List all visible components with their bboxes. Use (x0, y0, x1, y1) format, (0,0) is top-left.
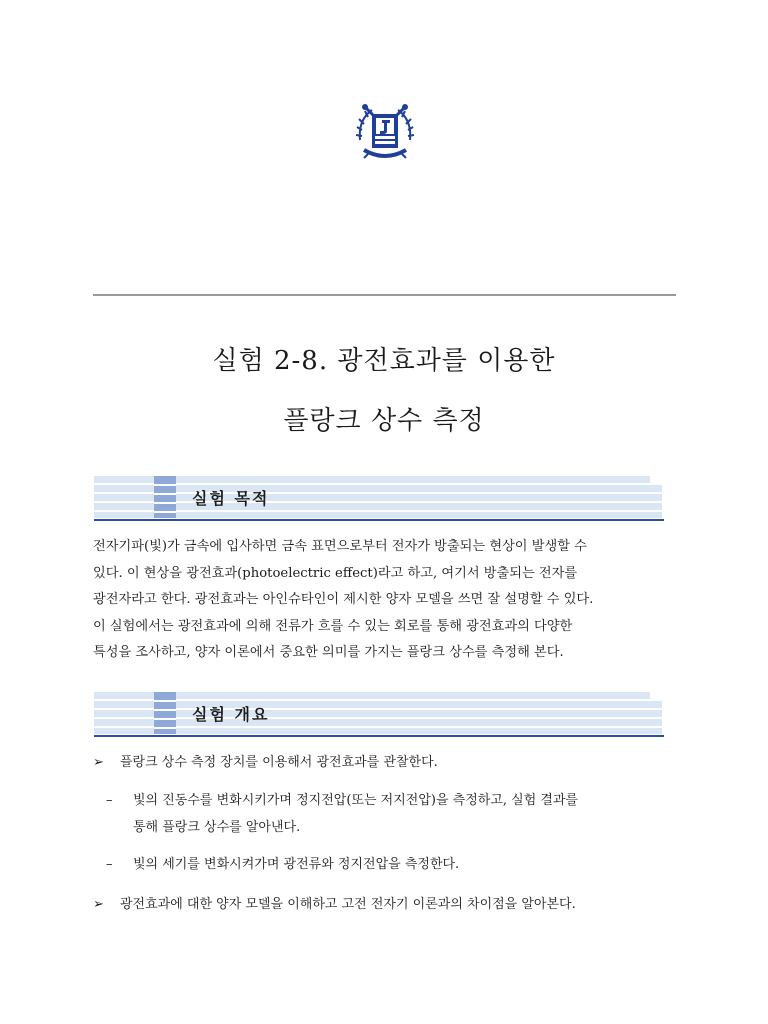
section-banner-purpose (94, 474, 664, 522)
overview-item-1: 플랑크 상수 측정 장치를 이용해서 광전효과를 관찰한다. (120, 755, 438, 770)
university-seal-icon (352, 100, 418, 166)
header-divider (93, 294, 676, 296)
bullet-arrow-icon: ➢ (93, 755, 104, 770)
page-title-line-2: 플랑크 상수 측정 (283, 406, 485, 436)
overview-subitem-2: 빛의 세기를 변화시켜가며 광전류와 정지전압을 측정한다. (133, 857, 460, 872)
bullet-arrow-icon: ➢ (93, 897, 104, 912)
overview-subitem-1-line-2: 통해 플랑크 상수를 알아낸다. (133, 820, 301, 835)
section-banner-overview (94, 690, 664, 738)
section-heading-purpose: 실험 목적 (192, 489, 270, 508)
dash-marker: – (106, 793, 113, 808)
dash-marker: – (106, 857, 113, 872)
page-title-line-1: 실험 2-8. 광전효과를 이용한 (212, 346, 556, 376)
overview-subitem-1-line-1: 빛의 진동수를 변화시키가며 정지전압(또는 저지전압)을 측정하고, 실험 결과를 (133, 793, 579, 808)
purpose-paragraph (93, 534, 677, 667)
paragraph-line: 있다. 이 현상을 광전효과(photoelectric effect)라고 하고, 여기서 방출되는 전자를 (93, 565, 578, 581)
section-heading-overview: 실험 개요 (192, 705, 270, 724)
paragraph-line: 특성을 조사하고, 양자 이론에서 중요한 의미를 가지는 플랑크 상수를 측정해 본다. (93, 645, 564, 660)
paragraph-line: 전자기파(빛)가 금속에 입사하면 금속 표면으로부터 전자가 방출되는 현상이 발생할 수 (93, 539, 587, 554)
overview-item-2: 광전효과에 대한 양자 모델을 이해하고 고전 전자기 이론과의 차이점을 알아본다. (120, 897, 576, 912)
paragraph-line: 광전자라고 한다. 광전효과는 아인슈타인이 제시한 양자 모델을 쓰면 잘 설명할 수 있다. (93, 592, 594, 607)
paragraph-line: 이 실험에서는 광전효과에 의해 전류가 흐를 수 있는 회로를 통해 광전효과의 다양한 (93, 618, 573, 634)
